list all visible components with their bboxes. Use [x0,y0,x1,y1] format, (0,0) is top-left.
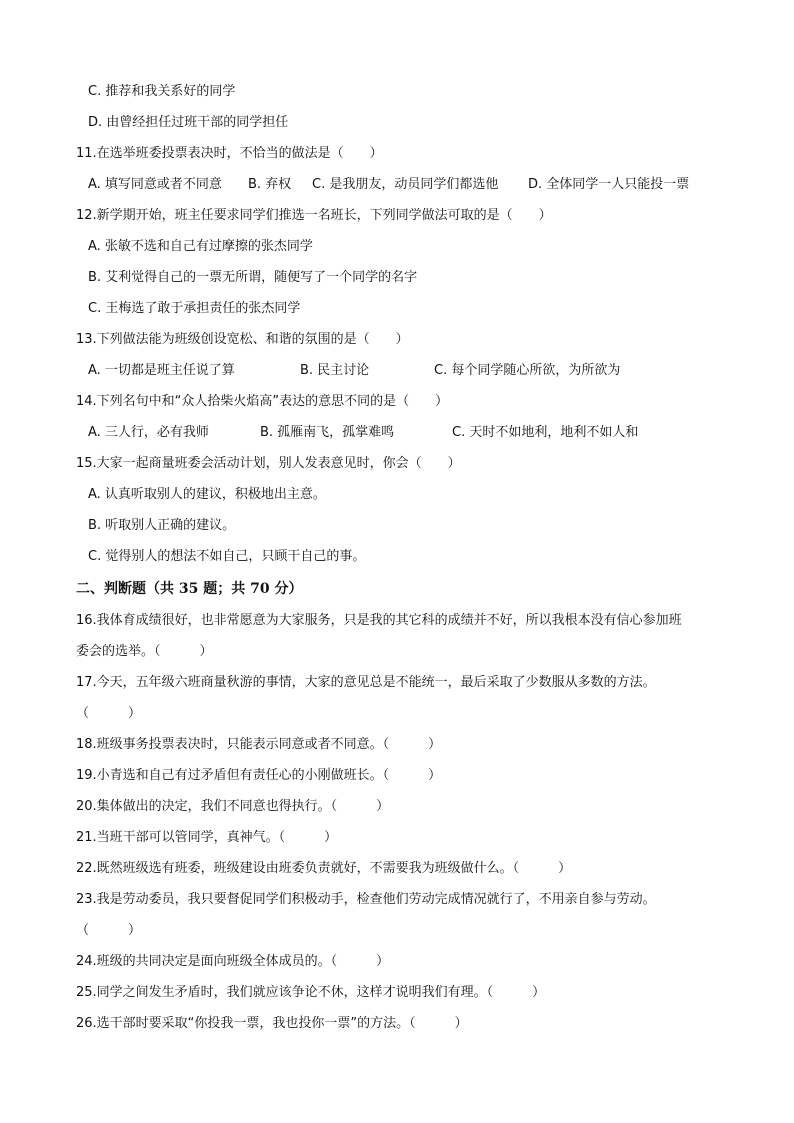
q25: 25.同学之间发生矛盾时，我们就应该争论不休，这样才说明我们有理。（ ） [76,985,546,1000]
q12-option-c: C. 王梅选了敢于承担责任的张杰同学 [88,301,301,316]
q12-stem: 12.新学期开始，班主任要求同学们推选一名班长，下列同学做法可取的是（ ） [76,208,552,223]
q14-option-b: B. 孤雁南飞，孤掌难鸣 [260,425,395,440]
q23-line-2: （ ） [76,923,142,938]
q14-stem: 14.下列名句中和“众人拾柴火焰高”表达的意思不同的是（ ） [76,394,449,409]
q14-option-c: C. 天时不如地利，地利不如人和 [452,425,639,440]
q21: 21.当班干部可以管同学，真神气。（ ） [76,830,338,845]
q23-line-1: 23.我是劳动委员，我只要督促同学们积极动手，检查他们劳动完成情况就行了，不用亲自参与劳动。 [76,892,656,907]
q11-option-d: D. 全体同学一人只能投一票 [528,177,690,192]
q26: 26.选干部时要采取“你投我一票，我也投你一票”的方法。（ ） [76,1016,468,1031]
q15-option-b: B. 听取别人正确的建议。 [88,518,236,533]
q20: 20.集体做出的决定，我们不同意也得执行。（ ） [76,799,390,814]
q11-option-c: C. 是我朋友，动员同学们都选他 [312,177,499,192]
q15-stem: 15.大家一起商量班委会活动计划，别人发表意见时，你会（ ） [76,456,461,471]
q22: 22.既然班级选有班委，班级建设由班委负责就好，不需要我为班级做什么。（ ） [76,861,572,876]
q15-option-a: A. 认真听取别人的建议，积极地出主意。 [88,487,326,502]
q24: 24.班级的共同决定是面向班级全体成员的。（ ） [76,954,390,969]
q13-option-a: A. 一切都是班主任说了算 [88,363,235,378]
q10-option-d: D. 由曾经担任过班干部的同学担任 [88,115,289,130]
q15-option-c: C. 觉得别人的想法不如自己，只顾干自己的事。 [88,549,366,564]
q18: 18.班级事务投票表决时，只能表示同意或者不同意。（ ） [76,737,442,752]
q16-line-1: 16.我体育成绩很好，也非常愿意为大家服务，只是我的其它科的成绩并不好，所以我根本没有信心参加班 [76,613,682,628]
q13-option-b: B. 民主讨论 [300,363,370,378]
q12-option-a: A. 张敏不选和自己有过摩擦的张杰同学 [88,239,313,254]
q13-option-c: C. 每个同学随心所欲，为所欲为 [434,363,621,378]
q19: 19.小青选和自己有过矛盾但有责任心的小刚做班长。（ ） [76,768,442,783]
q17-line-2: （ ） [76,706,142,721]
q13-stem: 13.下列做法能为班级创设宽松、和谐的氛围的是（ ） [76,332,409,347]
q12-option-b: B. 艾利觉得自己的一票无所谓，随便写了一个同学的名字 [88,270,418,285]
q16-line-2: 委会的选举。（ ） [76,644,213,659]
q11-option-b: B. 弃权 [248,177,292,192]
q11-option-a: A. 填写同意或者不同意 [88,177,222,192]
q17-line-1: 17.今天，五年级六班商量秋游的事情，大家的意见总是不能统一，最后采取了少数服从多数的方法。 [76,675,656,690]
q14-option-a: A. 三人行，必有我师 [88,425,209,440]
q11-stem: 11.在选举班委投票表决时，不恰当的做法是（ ） [76,146,383,161]
section-2-title: 二、判断题（共 35 题；共 70 分） [76,581,303,597]
q10-option-c: C. 推荐和我关系好的同学 [88,84,236,99]
